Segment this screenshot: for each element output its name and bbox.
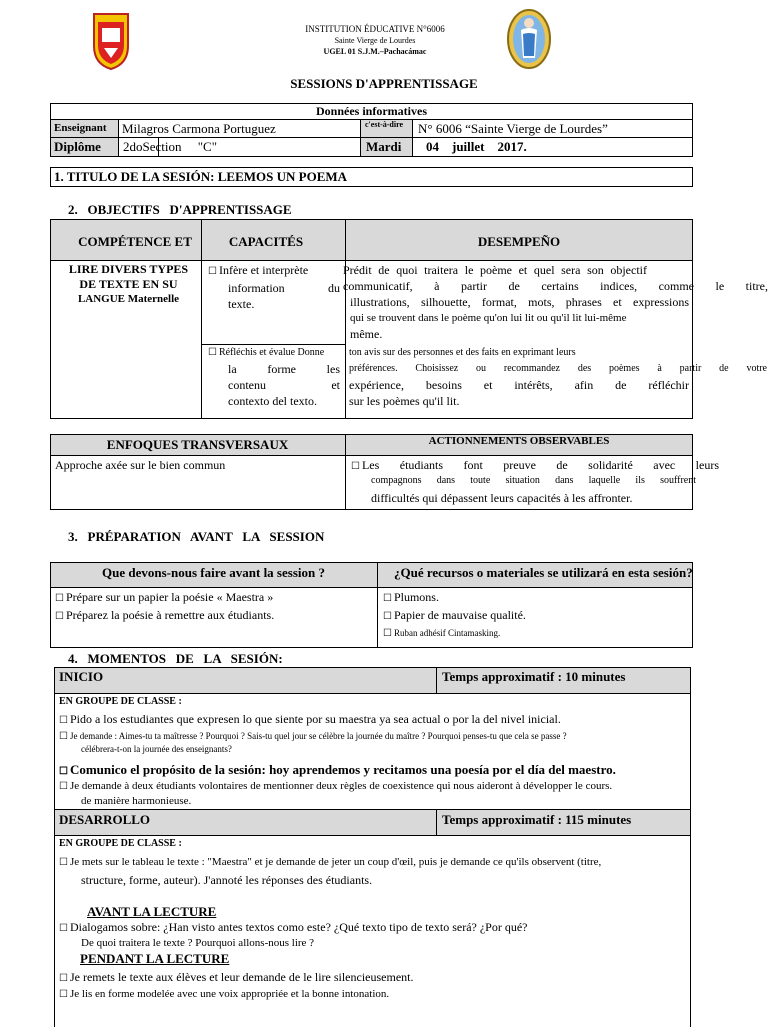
materials-list: ☐ Plumons. ☐ Papier de mauvaise qualité. ☐ Ruban adhésif Cintamasking. bbox=[383, 590, 526, 639]
desarrollo-item-1-cont: structure, forme, auteur). J'annoté les réponses des étudiants. bbox=[81, 873, 373, 887]
materials-header: ¿Qué recursos o materiales se utilizará en esta sesión? bbox=[394, 565, 693, 580]
todo-list: ☐ Prépare sur un papier la poésie « Maestra » ☐ Préparez la poésie à remettre aux étudiants. bbox=[55, 590, 275, 622]
avant-item-2: De quoi traitera le texte ? Pourquoi allons-nous lire ? bbox=[81, 937, 315, 949]
grade-value: 2doSection "C" bbox=[123, 139, 218, 154]
observable-header: ACTIONNEMENTS OBSERVABLES bbox=[428, 435, 610, 447]
virgin-mary-medallion bbox=[506, 8, 552, 70]
transversal-header: ENFOQUES TRANSVERSAUX bbox=[106, 437, 289, 452]
pendant-item-2: ☐ Je lis en forme modelée avec une voix appropriée et la bonne intonation. bbox=[59, 988, 390, 1000]
document-title: SESSIONS D'APPRENTISSAGE bbox=[290, 76, 478, 91]
todo-header: Que devons-nous faire avant la session ? bbox=[102, 565, 325, 580]
capacities-header: CAPACITÉS bbox=[228, 234, 304, 249]
ugel-name: UGEL 01 S.J.M.–Pachacámac bbox=[323, 47, 427, 56]
inicio-item-1: ☐ Pido a los estudiantes que expresen lo que siente por su maestra ya sea actual o por la del nivel inicial. bbox=[59, 712, 561, 726]
desarrollo-item-1: ☐ Je mets sur le tableau le texte : "Maestra" et je demande de jeter un coup d'œil, puis je demande ce qu'ils observent (titre, bbox=[59, 856, 602, 868]
inicio-purpose: ☐ Comunico el propósito de la sesión: hoy aprendemos y recitamos una poesía por el día del maestro. bbox=[59, 762, 616, 777]
inicio-group-label: EN GROUPE DE CLASSE : bbox=[59, 696, 182, 707]
competence-header: COMPÉTENCE ET bbox=[78, 234, 192, 249]
approach-text: Approche axée sur le bien commun bbox=[55, 458, 226, 472]
date-value: 04 juillet 2017. bbox=[426, 139, 527, 154]
performance-opinion: ton avis sur des personnes et des faits en exprimant leurs préférences. Choisissez ou recommandez des poèmes à partir de votre expérience, besoins et intérêts, afin de réfléchir sur les poèmes qu'il lit. bbox=[349, 347, 767, 408]
desarrollo-group-label: EN GROUPE DE CLASSE : bbox=[59, 838, 182, 849]
objectives-heading: 2. OBJECTIFS D'APPRENTISSAGE bbox=[68, 202, 292, 217]
competence-text: LIRE DIVERS TYPES DE TEXTE EN SU LANGUE Maternelle bbox=[68, 262, 189, 305]
school-label: c'est-à-dire bbox=[365, 120, 404, 129]
avant-lecture-heading: AVANT LA LECTURE bbox=[87, 904, 217, 919]
pendant-item-1: ☐ Je remets le texte aux élèves et leur demande de le lire silencieusement. bbox=[59, 970, 414, 984]
day-label: Mardi bbox=[366, 139, 402, 154]
preparation-heading: 3. PRÉPARATION AVANT LA SESSION bbox=[68, 529, 325, 544]
inicio-label: INICIO bbox=[59, 669, 104, 684]
inicio-time: Temps approximatif : 10 minutes bbox=[442, 669, 626, 684]
institution-name: INSTITUTION ÉDUCATIVE N°6006 bbox=[305, 24, 445, 34]
teacher-value: Milagros Carmona Portuguez bbox=[122, 121, 276, 136]
capacity-infer: ☐ Infère et interprète information du texte. bbox=[208, 263, 340, 311]
performance-header: DESEMPEÑO bbox=[477, 234, 561, 249]
pendant-lecture-heading: PENDANT LA LECTURE bbox=[80, 951, 230, 966]
school-name: Sainte Vierge de Lourdes bbox=[334, 36, 416, 45]
avant-item-1: ☐ Dialogamos sobre: ¿Han visto antes textos como este? ¿Qué texto tipo de texto será? ¿Por qué? bbox=[59, 920, 528, 934]
session-title: 1. TITULO DE LA SESIÓN: LEEMOS UN POEMA bbox=[54, 169, 348, 184]
desarrollo-label: DESARROLLO bbox=[59, 812, 151, 827]
desarrollo-time: Temps approximatif : 115 minutes bbox=[442, 812, 632, 827]
capacity-reflect: ☐ Réfléchis et évalue Donne la forme les contenu et contexto del texto. bbox=[208, 347, 340, 408]
info-heading: Données informatives bbox=[316, 104, 427, 118]
moments-heading: 4. MOMENTOS DE LA SESIÓN: bbox=[68, 651, 283, 666]
grade-label: Diplôme bbox=[54, 139, 101, 154]
inicio-item-4: ☐ Je demande à deux étudiants volontaires de mentionner deux règles de coexistence qui nous aideront à développer le cours. bbox=[59, 780, 613, 792]
inicio-item-4-cont: de manière harmonieuse. bbox=[81, 795, 192, 807]
inicio-item-2-cont: célébrera-t-on la journée des enseignants? bbox=[81, 744, 232, 754]
observable-actions: ☐ Les étudiants font preuve de solidarité avec leurs compagnons dans toute situation dans laquelle ils souffrent difficultés qui dépassent leurs capacités à les affronter. bbox=[351, 458, 719, 505]
teacher-label: Enseignant bbox=[54, 122, 107, 134]
school-value: N° 6006 “Sainte Vierge de Lourdes” bbox=[418, 121, 608, 136]
performance-predict: Prédit de quoi traitera le poème et quel sera son objectif communicatif, à partir de certains indices, comme le titre, illustrations, silhouette, format, mots, phrases et expressions qui se trouvent dans le poème qu'on lui lit ou qu'il lit lui-même même. bbox=[343, 263, 768, 341]
inicio-item-2: ☐ Je demande : Aimes-tu ta maîtresse ? Pourquoi ? Sais-tu quel jour se célèbre la journée du maître ? Pourquoi penses-tu que cela se passe ? bbox=[59, 731, 567, 742]
school-shield-logo bbox=[92, 12, 130, 70]
